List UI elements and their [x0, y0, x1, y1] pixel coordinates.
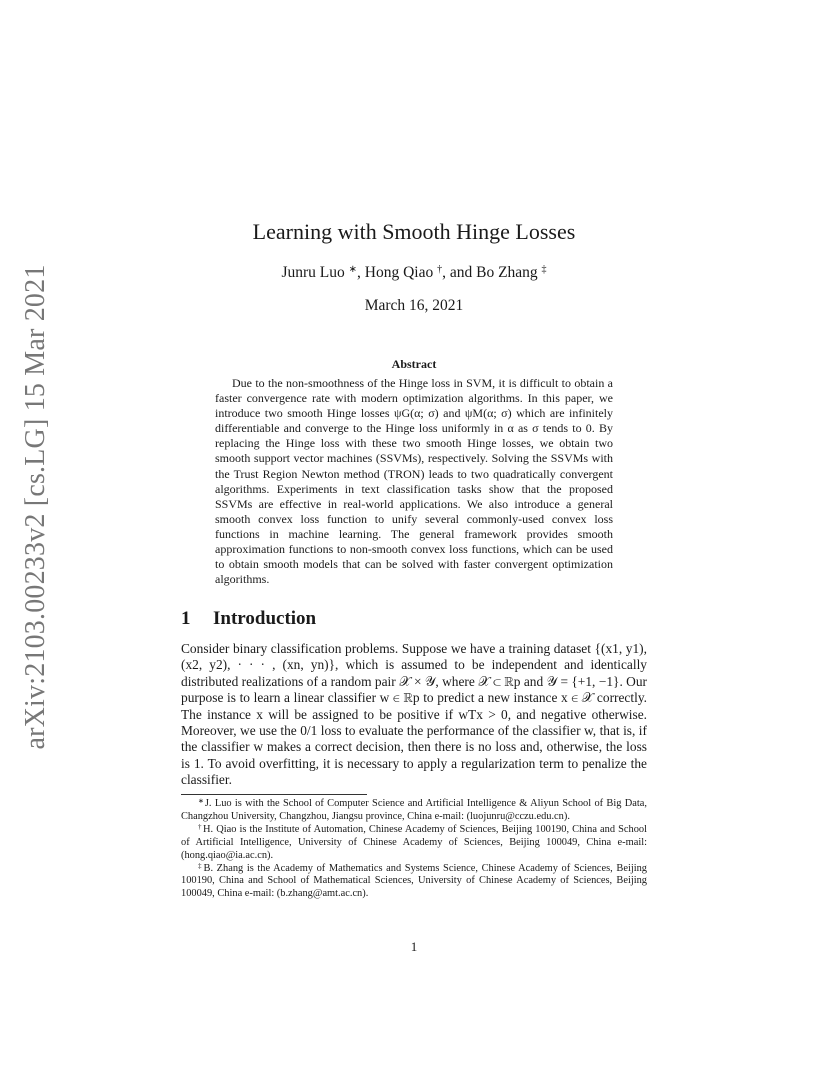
footnote-rule [181, 794, 367, 795]
paper-title: Learning with Smooth Hinge Losses [252, 219, 576, 244]
footnote-text: H. Qiao is the Institute of Automation, Chinese Academy of Sciences, Beijing 100190, China and School of Artificial Intelligence, University of Chinese Academy of Sciences, Beijing 100049, China e-mail: (hong.qiao@ia.ac.cn). [181, 823, 647, 861]
author-mark: ∗ [348, 264, 358, 275]
arxiv-side-stamp [16, 264, 56, 750]
author-name: Hong Qiao [364, 264, 434, 281]
arxiv-identifier: arXiv:2103.00233v2 [cs.LG] 15 Mar 2021 [20, 264, 51, 750]
section-title: Introduction [213, 608, 317, 629]
footnotes [181, 798, 647, 901]
author-name: Junru Luo [281, 264, 345, 281]
author-line [181, 263, 647, 283]
author-name: Bo Zhang [476, 264, 538, 281]
footnote-item [181, 863, 647, 902]
author-mark: † [437, 264, 443, 275]
author-separator: , [357, 264, 365, 281]
abstract-text: Due to the non-smoothness of the Hinge loss in SVM, it is difficult to obtain a faster convergence rate with modern optimization algorithms. In this paper, we introduce two smooth Hinge losses ψG(α; σ) and ψM(α; σ) which are infinitely differentiable and converge to the Hinge loss uniformly in α as σ tends to 0. By replacing the Hinge loss with these two smooth Hinge losses, we obtain two smooth support vector machines (SSVMs), respectively. Solving the SSVMs with the Trust Region Newton method (TRON) leads to two quadratically convergent algorithms. Experiments in text classification tasks show that the proposed SSVMs are effective in real-world applications. We also introduce a general smooth convex loss function to unify several commonly-used convex loss functions in machine learning. The general framework provides smooth approximation functions to non-smooth convex loss functions, which can be used to obtain smooth models that can be solved with faster convergent optimization algorithms. [215, 376, 613, 587]
footnote-item [181, 824, 647, 863]
footnote-mark: † [198, 822, 202, 831]
footnote-mark: ‡ [198, 861, 203, 870]
page-number: 1 [410, 939, 418, 954]
section-heading [181, 607, 647, 631]
footnote-mark: ∗ [198, 797, 204, 805]
author-separator: , and [442, 264, 477, 281]
footnote-text: J. Luo is with the School of Computer Science and Artificial Intelligence & Aliyun School of Big Data, Changzhou University, Changzhou, Jiangsu province, China e-mail: (luojunru@cczu.edu.cn). [181, 798, 647, 822]
publication-date: March 16, 2021 [364, 297, 464, 314]
author-mark: ‡ [541, 264, 547, 275]
introduction-paragraph: Consider binary classification problems. Suppose we have a training dataset {(x1, y1), (x2, y2), · · · , (xn, yn)}, which is assumed to be independent and identically distributed realizations of a random pair 𝒳 × 𝒴, where 𝒳 ⊂ ℝp and 𝒴 = {+1, −1}. Our purpose is to learn a linear classifier w ∈ ℝp to predict a new instance x ∈ 𝒳 correctly. The instance x will be assigned to be positive if wTx > 0, and negative otherwise. Moreover, we use the 0/1 loss to evaluate the performance of the classifier w, that is, if the classifier w makes a correct decision, then there is no loss and, otherwise, the loss is 1. To avoid overfitting, it is necessary to apply a regularization term to penalize the classifier. [181, 641, 647, 788]
section-number: 1 [181, 608, 191, 629]
footnote-item [181, 798, 647, 824]
footnote-text: B. Zhang is the Academy of Mathematics and Systems Science, Chinese Academy of Sciences, Beijing 100190, China and School of Mathematical Sciences, University of Chinese Academy of Sciences, Beijing 100049, China e-mail: (b.zhang@amt.ac.cn). [181, 862, 647, 900]
abstract-heading: Abstract [391, 357, 437, 371]
